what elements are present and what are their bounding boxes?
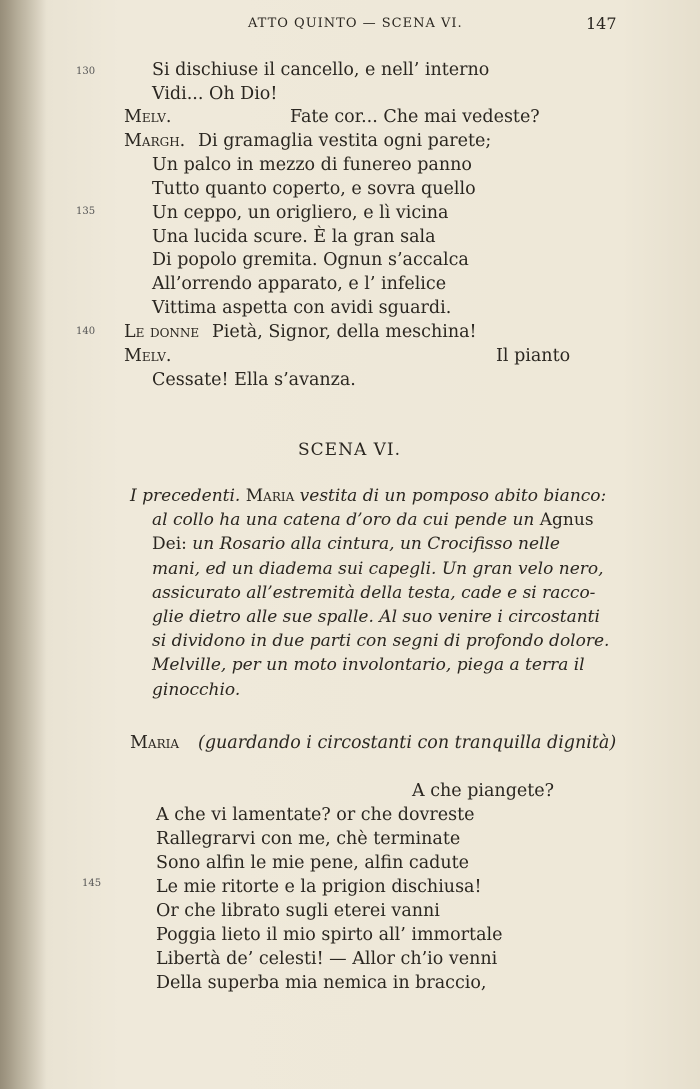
verse-line: Pietà, Signor, della meschina! — [212, 322, 477, 342]
stage-direction-line: mani, ed un diadema sui capegli. Un gran velo nero, — [152, 558, 604, 579]
verse-line: Si dischiuse il cancello, e nell’ interno — [152, 60, 490, 80]
verse-line: Fate cor... Che mai vedeste? — [290, 107, 540, 127]
line-number: 145 — [82, 878, 102, 889]
scene-title: SCENA VI. — [298, 440, 402, 460]
line-number: 140 — [76, 326, 96, 337]
verse-line: Di gramaglia vestita ogni parete; — [198, 131, 492, 151]
verse-line: Vittima aspetta con avidi sguardi. — [152, 298, 452, 318]
verse-line: Della superba mia nemica in braccio, — [156, 973, 487, 993]
page-number: 147 — [586, 14, 617, 33]
line-number: 130 — [76, 66, 96, 77]
verse-line: Cessate! Ella s’avanza. — [152, 370, 356, 390]
verse-line: A che piangete? — [412, 781, 555, 801]
verse-line: A che vi lamentate? or che dovreste — [156, 805, 475, 825]
verse-line: Un palco in mezzo di funereo panno — [152, 155, 472, 175]
verse-line: Le mie ritorte e la prigion dischiusa! — [156, 877, 482, 897]
verse-line: Libertà de’ celesti! — Allor ch’io venni — [156, 949, 498, 969]
verse-line: Or che librato sugli eterei vanni — [156, 901, 440, 921]
stage-direction-line: glie dietro alle sue spalle. Al suo venire i circostanti — [152, 607, 600, 628]
stage-direction-line: assicurato all’estremità della testa, cade e si racco- — [152, 582, 596, 603]
verse-line: Di popolo gremita. Ognun s’accalca — [152, 250, 469, 270]
speaker-name: Maria — [130, 733, 180, 753]
verse-line: Poggia lieto il mio spirto all’ immortale — [156, 925, 503, 945]
running-header: ATTO QUINTO — SCENA VI. — [248, 16, 463, 31]
speaker-name: Le donne — [124, 322, 200, 342]
stage-direction-line: si dividono in due parti con segni di profondo dolore. — [152, 631, 610, 652]
verse-line: Vidi... Oh Dio! — [152, 84, 278, 104]
verse-line: Un ceppo, un origliero, e lì vicina — [152, 203, 449, 223]
speaker-direction: (guardando i circostanti con tranquilla dignità) — [198, 733, 617, 753]
stage-direction-line: al collo ha una catena d’oro da cui pende un Agnus — [152, 510, 594, 531]
verse-line: Il pianto — [496, 346, 571, 366]
verse-line: Rallegrarvi con me, chè terminate — [156, 829, 461, 849]
verse-line: Tutto quanto coperto, e sovra quello — [152, 179, 476, 199]
stage-direction-line: Melville, per un moto involontario, piega a terra il — [152, 655, 585, 676]
page-gutter-shadow — [0, 0, 46, 1089]
speaker-name: Melv. — [124, 346, 172, 366]
line-number: 135 — [76, 206, 96, 217]
verse-line: Sono alfin le mie pene, alfin cadute — [156, 853, 470, 873]
stage-direction-line: I precedenti. Maria vestita di un pomposo abito bianco: — [130, 486, 607, 506]
verse-line: Una lucida scure. È la gran sala — [152, 227, 436, 247]
speaker-name: Melv. — [124, 107, 172, 127]
speaker-name: Margh. — [124, 131, 186, 151]
stage-direction — [130, 484, 630, 702]
stage-direction-line: ginocchio. — [152, 679, 241, 700]
stage-direction-line: Dei: un Rosario alla cintura, un Crocifisso nelle — [152, 534, 560, 555]
verse-line: All’orrendo apparato, e l’ infelice — [152, 274, 447, 294]
